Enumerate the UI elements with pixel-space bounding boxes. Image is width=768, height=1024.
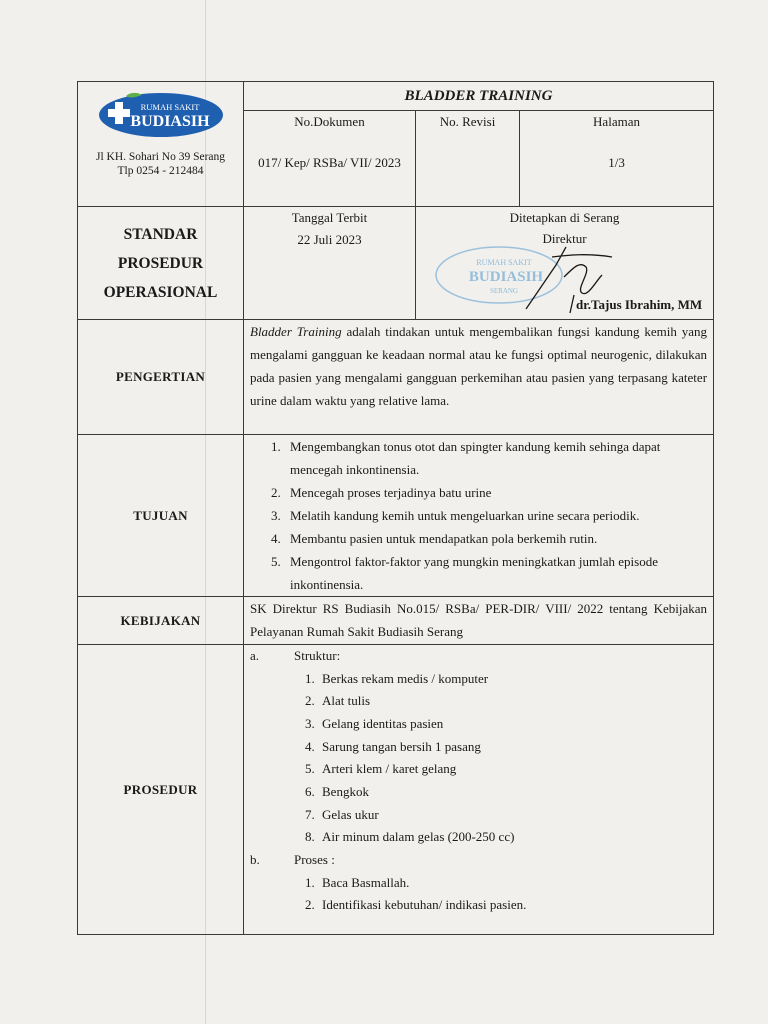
sop-label-cell [78, 207, 244, 320]
hospital-header-cell [78, 82, 244, 207]
tujuan-list-cell [244, 435, 714, 597]
list-item: 5. Mengontrol faktor-faktor yang mungkin meningkatkan jumlah episode inkontinensia. [284, 550, 707, 596]
doc-number-cell [244, 111, 416, 207]
sop-table [77, 81, 714, 935]
prosedur-proses-heading [250, 849, 707, 872]
stamp-line2: BUDIASIH [468, 269, 544, 285]
sop-label-line1: STANDAR [123, 225, 198, 243]
sop-label-line2: PROSEDUR [117, 254, 204, 272]
director-name: dr.Tajus Ibrahim, MM [576, 297, 703, 312]
issue-date-value: 22 Juli 2023 [297, 232, 362, 247]
proses-title: Proses : [294, 852, 335, 868]
prosedur-label: PROSEDUR [78, 645, 244, 935]
tujuan-label: TUJUAN [78, 435, 244, 597]
revision-label: No. Revisi [439, 114, 496, 129]
proses-list [250, 872, 707, 917]
logo-line2: BUDIASIH [129, 113, 210, 130]
list-item: 1. Berkas rekam medis / komputer [318, 668, 707, 691]
proses-key: b. [250, 852, 260, 868]
tujuan-list [250, 435, 707, 596]
stamp-line1: RUMAH SAKIT [476, 258, 532, 267]
struktur-title: Struktur: [294, 648, 341, 663]
approval-label: Ditetapkan di Serang [509, 210, 620, 225]
revision-cell [416, 111, 520, 207]
list-item: 4. Sarung tangan bersih 1 pasang [318, 736, 707, 759]
approval-role: Direktur [542, 231, 587, 246]
list-item: 4. Membantu pasien untuk mendapatkan pola berkemih rutin. [284, 527, 707, 550]
list-item: 6. Bengkok [318, 781, 707, 804]
pengertian-label: PENGERTIAN [78, 320, 244, 435]
pengertian-text: adalah tindakan untuk mengembalikan fungsi kandung kemih yang mengalami gangguan ke keadaan normal atau ke fungsi optimal neurogenic, dilakukan pada pasien yang mengalami gangguan perkemihan atau pasien yang terpasang kateter urine dalam waktu yang relative lama. [250, 324, 708, 408]
list-item: 2. Alat tulis [318, 690, 707, 713]
hospital-logo [98, 92, 224, 138]
hospital-address: Jl KH. Sohari No 39 Serang [95, 151, 226, 163]
doc-number-label: No.Dokumen [294, 114, 365, 129]
struktur-key: a. [250, 648, 260, 663]
list-item: 7. Gelas ukur [318, 804, 707, 827]
page-value: 1/3 [608, 155, 625, 170]
hospital-phone: Tlp 0254 - 212484 [117, 165, 204, 177]
list-item: 1. Mengembangkan tonus otot dan spingter kandung kemih sehinga dapat mencegah inkontinensia. [284, 435, 707, 481]
struktur-list [250, 668, 707, 850]
issue-date-label: Tanggal Terbit [291, 210, 368, 225]
issue-date-cell [244, 207, 416, 320]
list-item: 3. Gelang identitas pasien [318, 713, 707, 736]
doc-number-value: 017/ Kep/ RSBa/ VII/ 2023 [258, 155, 401, 170]
document-title: BLADDER TRAINING [244, 82, 714, 111]
page-cell [520, 111, 714, 207]
pengertian-text-cell [244, 320, 714, 435]
list-item: 1. Baca Basmallah. [318, 872, 707, 895]
list-item: 5. Arteri klem / karet gelang [318, 758, 707, 781]
sop-label-line3: OPERASIONAL [103, 283, 218, 301]
list-item: 3. Melatih kandung kemih untuk mengeluarkan urine secara periodik. [284, 504, 707, 527]
logo-line1: RUMAH SAKIT [140, 102, 199, 112]
list-item: 8. Air minum dalam gelas (200-250 cc) [318, 826, 707, 849]
list-item: 2. Identifikasi kebutuhan/ indikasi pasien. [318, 894, 707, 917]
pengertian-term: Bladder Training [250, 324, 342, 339]
sop-document [77, 81, 713, 933]
stamp-line3: SERANG [489, 287, 519, 295]
prosedur-struktur-heading [250, 645, 707, 668]
approval-cell [416, 207, 714, 320]
kebijakan-label: KEBIJAKAN [78, 597, 244, 645]
page-label: Halaman [593, 114, 640, 129]
list-item: 2. Mencegah proses terjadinya batu urine [284, 481, 707, 504]
prosedur-cell [244, 645, 714, 935]
kebijakan-text: SK Direktur RS Budiasih No.015/ RSBa/ PER-DIR/ VIII/ 2022 tentang Kebijakan Pelayanan Rumah Sakit Budiasih Serang [244, 597, 714, 645]
